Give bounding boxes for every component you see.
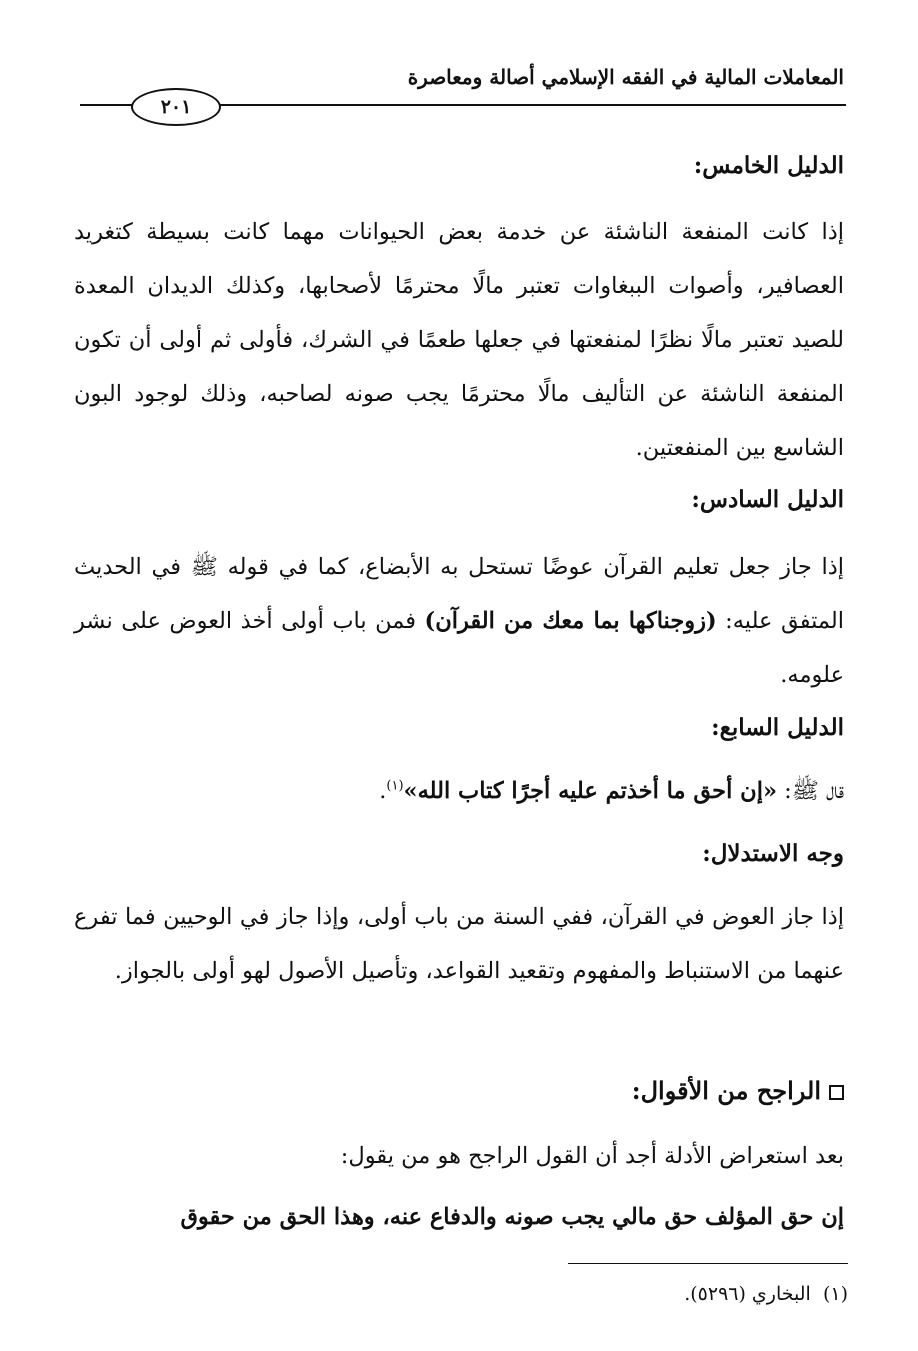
hadith-quote-2: «إن أحق ما أخذتم عليه أجرًا كتاب الله» [403, 778, 778, 804]
page-number: ٢٠١ [131, 88, 221, 126]
inference-body: إذا جاز العوض في القرآن، ففي السنة من باب أولى، وإذا جاز في الوحيين فما تفرع عنهما من الاستنباط والمفهوم وتقعيد القواعد، وتأصيل الأصول لهو أولى بالجواز. [74, 904, 844, 984]
preferred-opinion-heading [74, 1073, 844, 1109]
seventh-proof-text-1: قال ﷺ: [777, 778, 844, 804]
footnote-text: البخاري (٥٢٩٦). [684, 1283, 811, 1305]
seventh-proof-body [74, 764, 844, 818]
preferred-opinion-heading-text: الراجح من الأقوال: [631, 1076, 821, 1105]
inference-heading: وجه الاستدلال: [702, 840, 844, 867]
fifth-proof-body: إذا كانت المنفعة الناشئة عن خدمة بعض الحيوانات مهما كانت بسيطة كتغريد العصافير، وأصوات الببغاوات تعتبر مالًا محترمًا لأصحابها، وكذلك الديدان المعدة للصيد تعتبر مالًا نظرًا لمنفعتها في جعلها طعمًا في الشرك، فأولى ثم أولى أن تكون المنفعة الناشئة عن التأليف مالًا محترمًا يجب صونه لصاحبه، وذلك لوجود البون الشاسع بين المنفعتين. [74, 219, 844, 461]
preferred-conclusion: إن حق المؤلف حق مالي يجب صونه والدفاع عنه، وهذا الحق من حقوق [180, 1204, 844, 1230]
footnote-rule [568, 1263, 848, 1264]
running-title: المعاملات المالية في الفقه الإسلامي أصالة ومعاصرة [407, 65, 844, 89]
sixth-proof-text-1: إذا جاز جعل تعليم القرآن عوضًا تستحل به الأبضاع، كما في قوله ﷺ في الحديث المتفق عليه: [74, 554, 844, 634]
footnote-reference: (١) [386, 778, 404, 794]
footnote [348, 1280, 848, 1308]
sixth-proof-heading: الدليل السادس: [691, 486, 844, 513]
seventh-proof-heading: الدليل السابع: [711, 714, 844, 741]
footnote-number: (١) [822, 1283, 848, 1305]
preferred-intro: بعد استعراض الأدلة أجد أن القول الراجح هو من يقول: [340, 1143, 844, 1169]
sixth-proof-text-2: فمن باب أولى أخذ العوض على نشر علومه. [74, 608, 844, 688]
seventh-proof-text-2: . [379, 778, 387, 804]
checkbox-square-icon [829, 1085, 844, 1100]
sixth-proof-body [74, 540, 844, 702]
fifth-proof-heading: الدليل الخامس: [693, 152, 844, 179]
hadith-quote: (زوجناكها بما معك من القرآن) [424, 608, 717, 634]
